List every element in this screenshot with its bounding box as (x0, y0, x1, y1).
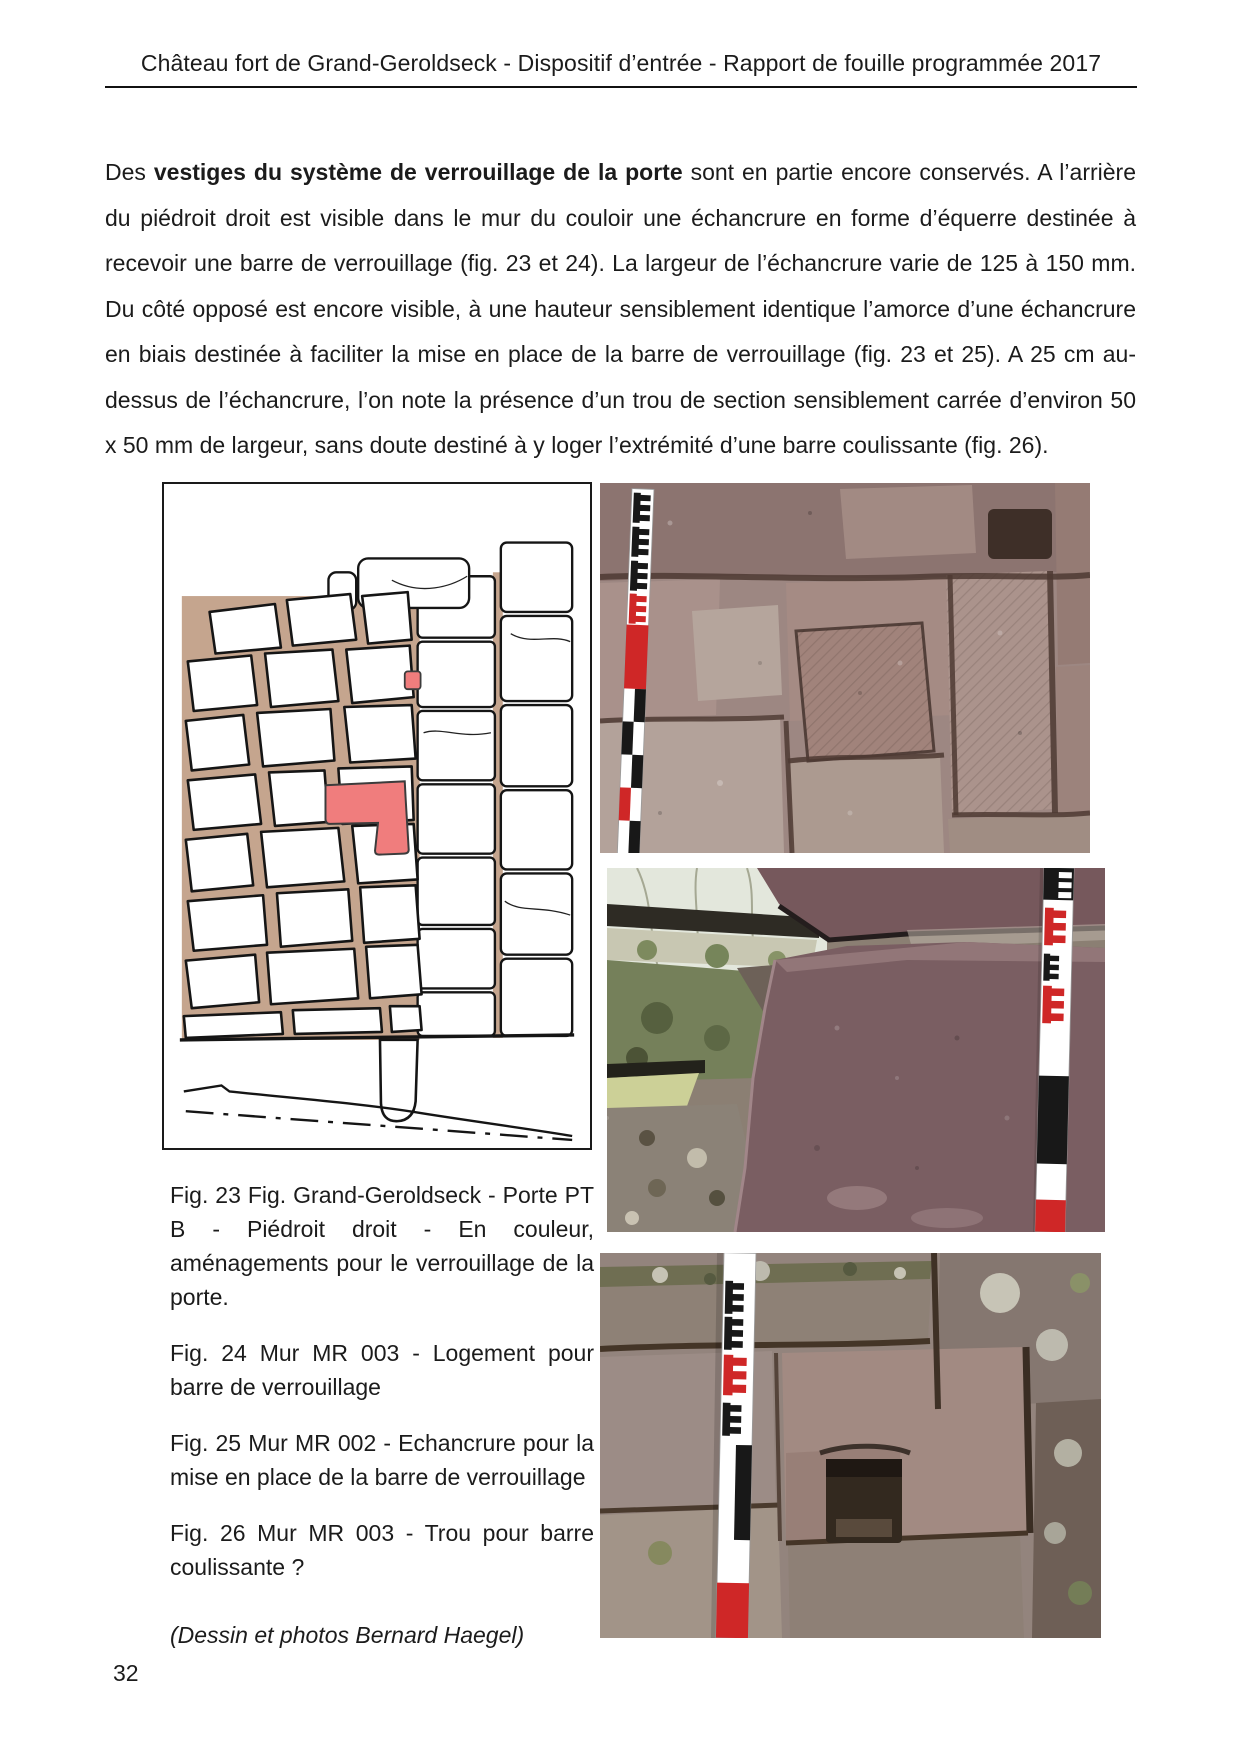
square-hole (820, 1446, 910, 1543)
red-highlight-trou (405, 671, 421, 689)
caption-fig26: Fig. 26 Mur MR 003 - Trou pour barre coulissante ? (170, 1520, 594, 1580)
fig23-drawing-frame (162, 482, 592, 1150)
caption-fig24: Fig. 24 Mur MR 003 - Logement pour barre de verrouillage (170, 1340, 594, 1400)
page-number: 32 (113, 1660, 139, 1686)
paragraph-bold: vestiges du système de verrouillage de la porte (153, 159, 683, 185)
paragraph-rest: sont en partie encore conservés. A l’arrière du piédroit droit est visible dans le mur du couloir une échancrure en forme d’équerre destinée à recevoir une barre de verrouillage (fig. 23 et 24). La largeur de l’échancrure varie de 125 à 150 mm. Du côté opposé est encore visible, à une hauteur sensiblement identique l’amorce d’une échancrure en biais destinée à faciliter la mise en place de la barre de verrouillage (fig. 23 et 25). A 25 cm au-dessus de l’échancrure, l’on note la présence d’un trou de section sensiblement carrée d’environ 50 x 50 mm de largeur, sans doute destiné à y loger l’extrémité d’une barre coulissante (fig. 26). (105, 159, 1136, 458)
caption-fig23: Fig. 23 Fig. Grand-Geroldseck - Porte PT B - Piédroit droit - En couleur, aménagements pour le verrouillage de la porte. (170, 1182, 594, 1310)
figure-captions (170, 1178, 594, 1674)
fig23-drawing-svg (164, 484, 590, 1148)
recess-hole (988, 509, 1052, 559)
photo-fig25-svg (607, 868, 1105, 1232)
photo-fig25-echancrure (607, 868, 1105, 1232)
photo-fig24-svg (600, 483, 1090, 853)
header-rule (105, 86, 1137, 88)
page-header-title: Château fort de Grand-Geroldseck - Dispositif d’entrée - Rapport de fouille programmée 2017 (140, 50, 1102, 76)
photo-fig26-trou (600, 1253, 1101, 1638)
paragraph-lead: Des (105, 159, 154, 185)
masonry-stones (600, 483, 1090, 853)
caption-fig25: Fig. 25 Mur MR 002 - Echancrure pour la mise en place de la barre de verrouillage (170, 1430, 594, 1490)
photo-fig24-logement (600, 483, 1090, 853)
body-paragraph (105, 150, 1136, 469)
caption-credit: (Dessin et photos Bernard Haegel) (170, 1622, 525, 1648)
ground-lines (180, 1035, 574, 1140)
photo-fig26-svg (600, 1253, 1101, 1638)
